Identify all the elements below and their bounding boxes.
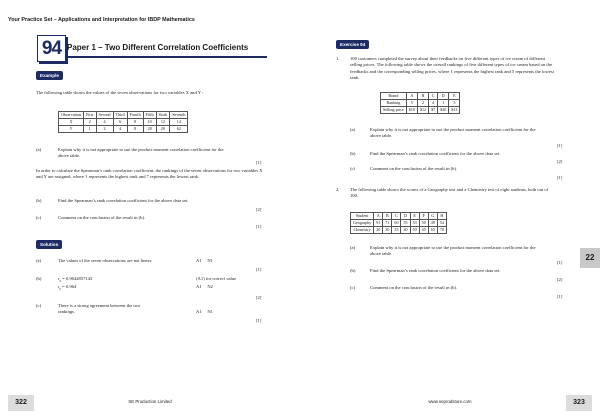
score-table-cell: A [374, 213, 383, 220]
observation-table-cell: 10 [143, 119, 156, 126]
rank-instructions: In order to calculate the Spearman’s rank correlation coefficient, the rankings of the seven observations for two variables X and Y are assigned, where 1 represents the highest rank and 7 represents the lowest rank. [36, 168, 263, 180]
score-table-cell: Chemistry [351, 227, 374, 234]
score-table-cell: 55 [401, 220, 410, 227]
observation-table-cell: 14 [170, 119, 188, 126]
question-a-mark: [1] [256, 160, 262, 165]
score-table-cell: B [383, 213, 392, 220]
q2c-text: Comment on the conclusion of the result in (b). [370, 285, 458, 290]
q1b-mark: [2] [557, 159, 563, 164]
observation-table-cell: First [84, 112, 97, 119]
observation-table-cell: Y [59, 126, 84, 133]
brand-table-cell: B [417, 93, 428, 100]
q1a-text: Explain why it is not appropriate to use the product moment correlation coefficient for the above table. [370, 127, 536, 139]
solution-b-line2-mark: A1 N2 [196, 284, 213, 289]
score-table-cell: 70 [437, 227, 446, 234]
observation-table-row [59, 112, 188, 119]
solution-b-line2: $r_s = 0.964$ [58, 284, 77, 291]
title-underline [67, 56, 267, 58]
brand-table-cell: Brand [381, 93, 407, 100]
score-table-cell: 50 [410, 227, 419, 234]
solution-a-marks: A1 N1 [196, 258, 213, 263]
score-table-cell: 45 [419, 227, 428, 234]
example-intro: The following table shows the values of the seven observations for two variables X and Y : [36, 90, 204, 95]
q2b-label: (b) [350, 268, 356, 273]
brand-table-cell: Selling price [381, 107, 407, 114]
observation-table-cell: 2 [84, 119, 97, 126]
brand-table-cell: E [449, 93, 460, 100]
observation-table-cell: X [59, 119, 84, 126]
observation-table-cell: Fourth [127, 112, 143, 119]
page-number-left: 322 [8, 395, 34, 411]
observation-table-cell: 4 [96, 119, 113, 126]
solution-b-line1: $r_s = 0.9642857143$ [58, 276, 93, 283]
observation-table-cell: 8 [127, 119, 143, 126]
q2c-mark: [1] [557, 294, 563, 299]
brand-table-cell: $7 [429, 107, 438, 114]
score-table-cell: 49 [428, 220, 437, 227]
footer-right: www.seprodstore.com [428, 399, 472, 404]
brand-table-cell: Ranking [381, 100, 407, 107]
example-tag: Example [36, 71, 63, 80]
score-table-cell: G [428, 213, 437, 220]
q1b-text: Find the Spearman’s rank correlation coefficient for the above data set. [370, 151, 501, 156]
exercise-tag: Exercise 94 [336, 40, 369, 49]
solution-tag: Solution [36, 240, 62, 249]
score-table-row [351, 220, 447, 227]
q1-number: 1. [336, 56, 340, 61]
book-title: Your Practice Set – Applications and Interpretation for IBDP Mathematics [8, 17, 195, 23]
q2-number: 2. [336, 187, 340, 192]
brand-table-row [381, 107, 460, 114]
solution-c-label: (c) [36, 303, 42, 308]
brand-table-cell: 1 [438, 100, 449, 107]
score-table-cell: F [419, 213, 428, 220]
observation-table-row [59, 119, 188, 126]
question-a-label: (a) [36, 147, 42, 152]
q2c-label: (c) [350, 285, 356, 290]
observation-table-cell: 2 [96, 126, 113, 133]
brand-table-cell: C [429, 93, 438, 100]
q2-text: The following table shows the scores of a Geography test and a Chemistry test of eight students, both out of 100: [350, 187, 549, 199]
brand-table-cell: $12 [417, 107, 428, 114]
observation-table-cell: Observation [59, 112, 84, 119]
score-table-cell: Geography [351, 220, 374, 227]
brand-table [380, 92, 460, 114]
footer-left: SE Production Limited [128, 399, 172, 404]
question-b-mark: [2] [256, 207, 262, 212]
score-table-cell: 91 [374, 220, 383, 227]
observation-table-cell: 20 [156, 126, 170, 133]
score-table-cell: 60 [392, 220, 401, 227]
question-c-label: (c) [36, 215, 42, 220]
score-table-cell: 65 [428, 227, 437, 234]
question-c-mark: [1] [256, 224, 262, 229]
brand-table-cell: 4 [429, 100, 438, 107]
score-table-cell: 30 [383, 227, 392, 234]
q1c-text: Comment on the conclusion of the result in (b). [370, 166, 458, 171]
observation-table-cell: Second [96, 112, 113, 119]
score-table-cell: 50 [419, 220, 428, 227]
solution-c-marks: A1 N1 [196, 309, 213, 314]
observation-table-row [59, 126, 188, 133]
brand-table-row [381, 100, 460, 107]
q1c-label: (c) [350, 166, 356, 171]
solution-b-label: (b) [36, 276, 42, 281]
score-table-cell: 54 [437, 220, 446, 227]
score-table-cell: 20 [374, 227, 383, 234]
score-table-cell: 40 [401, 227, 410, 234]
solution-a-text: The values of the seven observations are not linear. [58, 258, 153, 263]
brand-table-cell: 5 [406, 100, 417, 107]
chapter-side-tab: 22 [580, 248, 600, 268]
q2a-text: Explain why it is not appropriate to use the product moment correlation coefficient for the above table. [370, 245, 536, 257]
question-b-label: (b) [36, 198, 42, 203]
score-table [350, 212, 447, 234]
score-table-cell: C [392, 213, 401, 220]
brand-table-cell: $10 [406, 107, 417, 114]
observation-table-cell: 1 [84, 126, 97, 133]
q2a-label: (a) [350, 245, 356, 250]
score-table-cell: 53 [410, 220, 419, 227]
chapter-number-badge: 94 [37, 35, 66, 62]
observation-table-cell: 8 [127, 126, 143, 133]
brand-table-cell: D [438, 93, 449, 100]
question-b-text: Find the Spearman’s rank correlation coefficient for the above data set. [58, 198, 189, 203]
score-table-row [351, 213, 447, 220]
page-number-right: 323 [566, 395, 592, 411]
observation-table [58, 111, 188, 133]
observation-table-cell: Third [113, 112, 127, 119]
solution-c-text: There is a strong agreement between the two rankings. [58, 303, 141, 315]
score-table-row [351, 227, 447, 234]
observation-table-cell: 28 [143, 126, 156, 133]
solution-b-line1-mark: (A1) for correct value [196, 276, 237, 281]
observation-table-cell: 4 [113, 126, 127, 133]
observation-table-cell: 6 [113, 119, 127, 126]
score-table-cell: 35 [392, 227, 401, 234]
observation-table-cell: 12 [156, 119, 170, 126]
score-table-cell: E [410, 213, 419, 220]
question-a-text: Explain why it is not appropriate to use the product moment correlation coefficient for the above table. [58, 147, 224, 159]
q1b-label: (b) [350, 151, 356, 156]
chapter-title: Paper 1 – Two Different Correlation Coefficients [67, 43, 249, 52]
observation-table-cell: Seventh [170, 112, 188, 119]
q1-text: 100 customers completed the survey about their feedbacks on five different types of ice cream of different selling prices. The following table shows the overall rankings of five different types of ice cream based on the feedbacks and the corresponding selling prices, where 1 represents the highest rank and 5 represents the lowest rank. [350, 56, 554, 80]
right-page [300, 0, 600, 420]
observation-table-cell: Sixth [156, 112, 170, 119]
brand-table-cell: 3 [449, 100, 460, 107]
q2b-mark: [2] [557, 277, 563, 282]
observation-table-cell: Fifth [143, 112, 156, 119]
score-table-cell: 71 [383, 220, 392, 227]
solution-b-total: [2] [256, 295, 262, 300]
brand-table-row [381, 93, 460, 100]
q2b-text: Find the Spearman’s rank correlation coefficient for the above data set. [370, 268, 501, 273]
solution-a-total: [1] [256, 267, 262, 272]
q1a-label: (a) [350, 127, 356, 132]
q1c-mark: [1] [557, 175, 563, 180]
score-table-cell: H [437, 213, 446, 220]
solution-c-total: [1] [256, 318, 262, 323]
q1a-mark: [1] [557, 143, 563, 148]
q2a-mark: [1] [557, 260, 563, 265]
brand-table-cell: $13 [449, 107, 460, 114]
brand-table-cell: $20 [438, 107, 449, 114]
brand-table-cell: A [406, 93, 417, 100]
brand-table-cell: 2 [417, 100, 428, 107]
solution-a-label: (a) [36, 258, 42, 263]
question-c-text: Comment on the conclusion of the result in (b). [58, 215, 146, 220]
score-table-cell: D [401, 213, 410, 220]
score-table-cell: Student [351, 213, 374, 220]
observation-table-cell: 62 [170, 126, 188, 133]
